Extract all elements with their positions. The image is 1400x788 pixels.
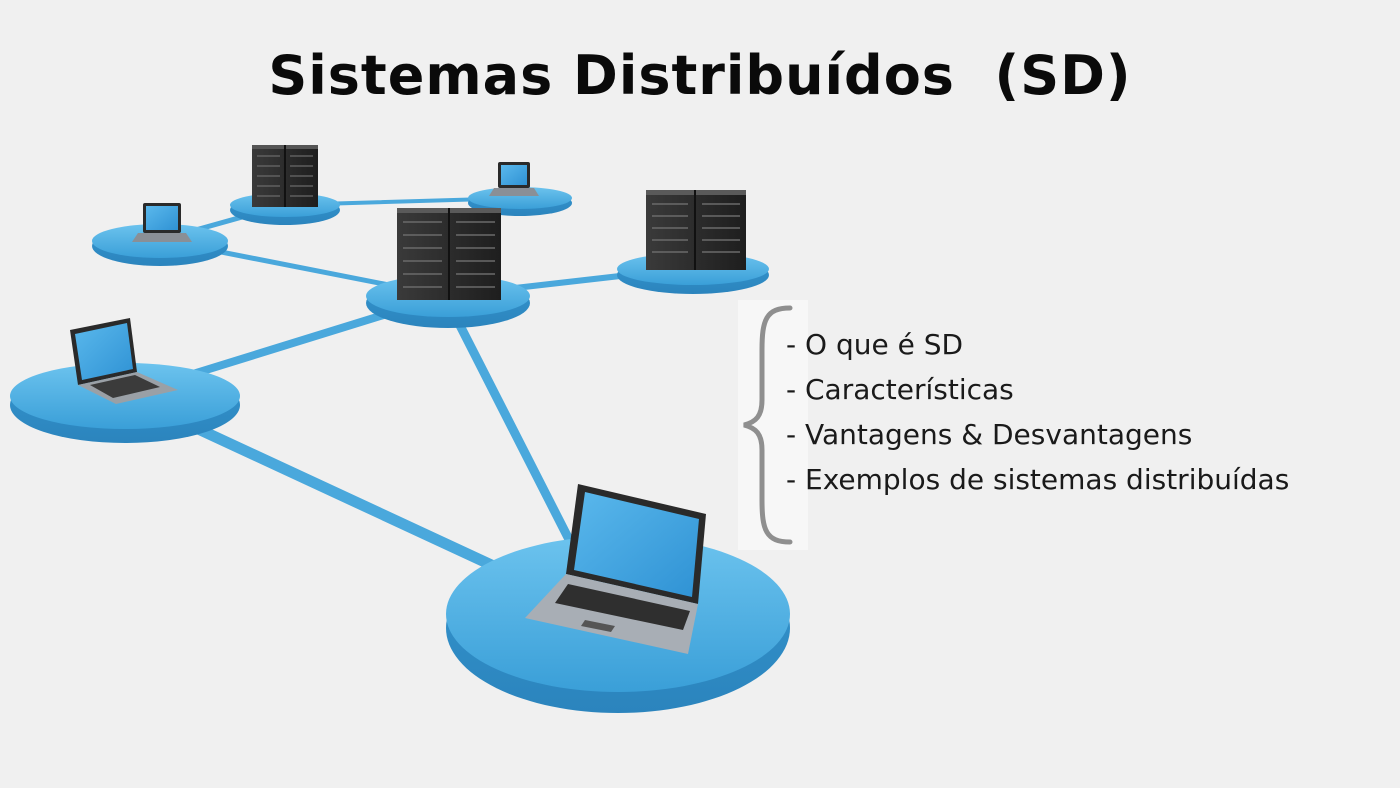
topic-list [786, 322, 1289, 502]
laptop-icon [132, 203, 192, 242]
server-icon [397, 208, 501, 300]
slide-title: Sistemas Distribuídos (SD) [268, 44, 1132, 107]
topic-item: - Vantagens & Desvantagens [786, 418, 1193, 451]
server-icon [252, 145, 318, 207]
topic-item: - Exemplos de sistemas distribuídas [786, 463, 1290, 496]
laptop-icon [489, 162, 539, 196]
topic-item: - Características [786, 373, 1014, 406]
server-icon [646, 190, 746, 270]
topic-item: - O que é SD [786, 328, 964, 361]
